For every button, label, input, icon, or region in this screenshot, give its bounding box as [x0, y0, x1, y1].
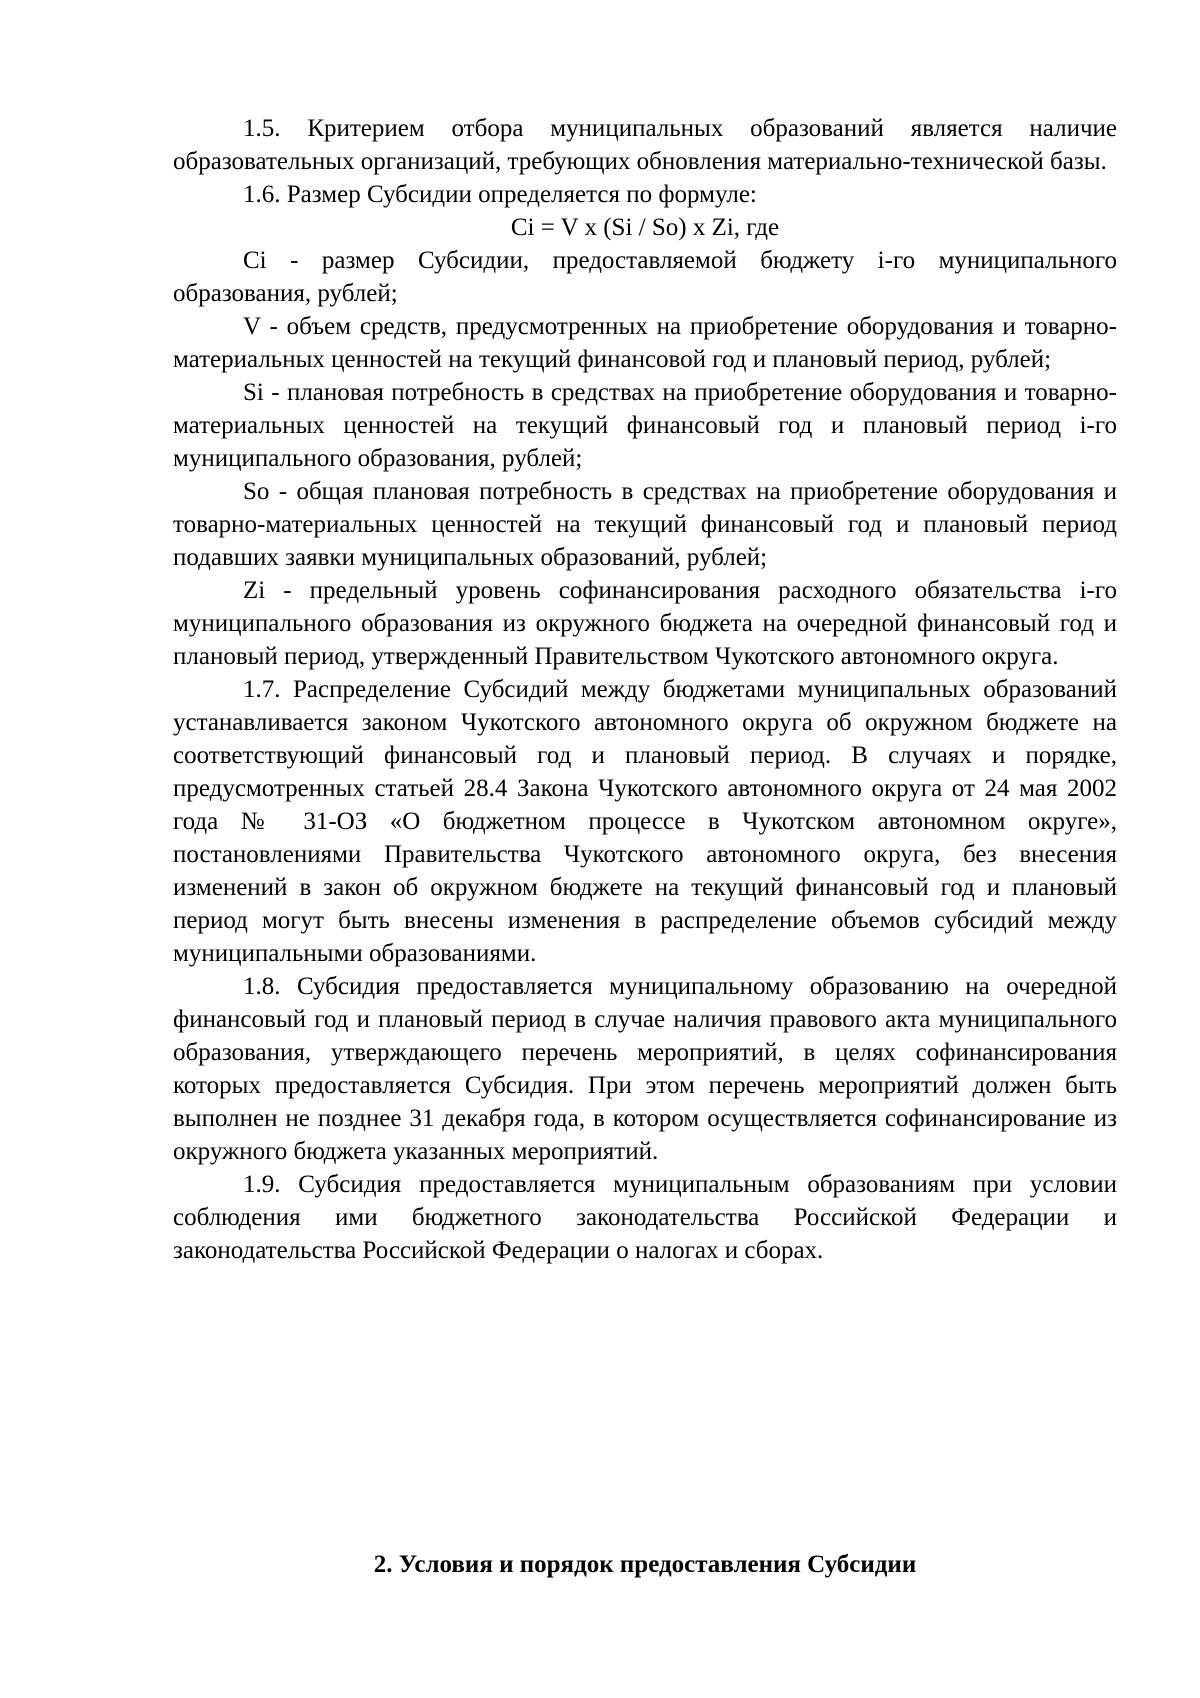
definition-si: Si - плановая потребность в средствах на приобретение оборудования и товарно-материальных ценностей на текущий финансовый год и плановый период i-го муниципального образования, рублей; — [173, 379, 1117, 472]
paragraph-1-6: 1.6. Размер Субсидии определяется по формуле: — [243, 181, 757, 208]
definition-so: So - общая плановая потребность в средствах на приобретение оборудования и товарно-материальных ценностей на текущий финансовый год и плановый период подавших заявки муниципальных образований, рублей; — [173, 478, 1117, 571]
paragraph-1-9: 1.9. Субсидия предоставляется муниципальным образованиям при условии соблюдения ими бюджетного законодательства Российской Федерации и законодательства Российской Федерации о налогах и сборах. — [173, 1171, 1117, 1264]
section-heading: 2. Условия и порядок предоставления Субсидии — [373, 1551, 917, 1578]
definition-v: V - объем средств, предусмотренных на приобретение оборудования и товарно-материальных ценностей на текущий финансовой год и плановый период, рублей; — [173, 313, 1117, 373]
definition-zi: Zi - предельный уровень софинансирования расходного обязательства i-го муниципального образования из окружного бюджета на очередной финансовый год и плановый период, утвержденный Правительством Чукотского автономного округа. — [173, 577, 1117, 670]
paragraph-1-5: 1.5. Критерием отбора муниципальных образований является наличие образовательных организаций, требующих обновления материально-технической базы. — [173, 115, 1117, 175]
document-body — [173, 112, 1117, 1267]
definition-ci: Ci - размер Субсидии, предоставляемой бюджету i-го муниципального образования, рублей; — [173, 247, 1117, 307]
subsidy-formula: Ci = V x (Si / So) x Zi, где — [510, 214, 780, 241]
paragraph-1-8: 1.8. Субсидия предоставляется муниципальному образованию на очередной финансовый год и плановый период в случае наличия правового акта муниципального образования, утверждающего перечень мероприятий, в целях софинансирования которых предоставляется Субсидия. При этом перечень мероприятий должен быть выполнен не позднее 31 декабря года, в котором осуществляется софинансирование из окружного бюджета указанных мероприятий. — [173, 973, 1117, 1165]
paragraph-1-7: 1.7. Распределение Субсидий между бюджетами муниципальных образований устанавливается законом Чукотского автономного округа об окружном бюджете на соответствующий финансовый год и плановый период. В случаях и порядке, предусмотренных статьей 28.4 Закона Чукотского автономного округа от 24 мая 2002 года № 31-ОЗ «О бюджетном процессе в Чукотском автономном округе», постановлениями Правительства Чукотского автономного округа, без внесения изменений в закон об окружном бюджете на текущий финансовый год и плановый период могут быть внесены изменения в распределение объемов субсидий между муниципальными образованиями. — [173, 676, 1117, 967]
